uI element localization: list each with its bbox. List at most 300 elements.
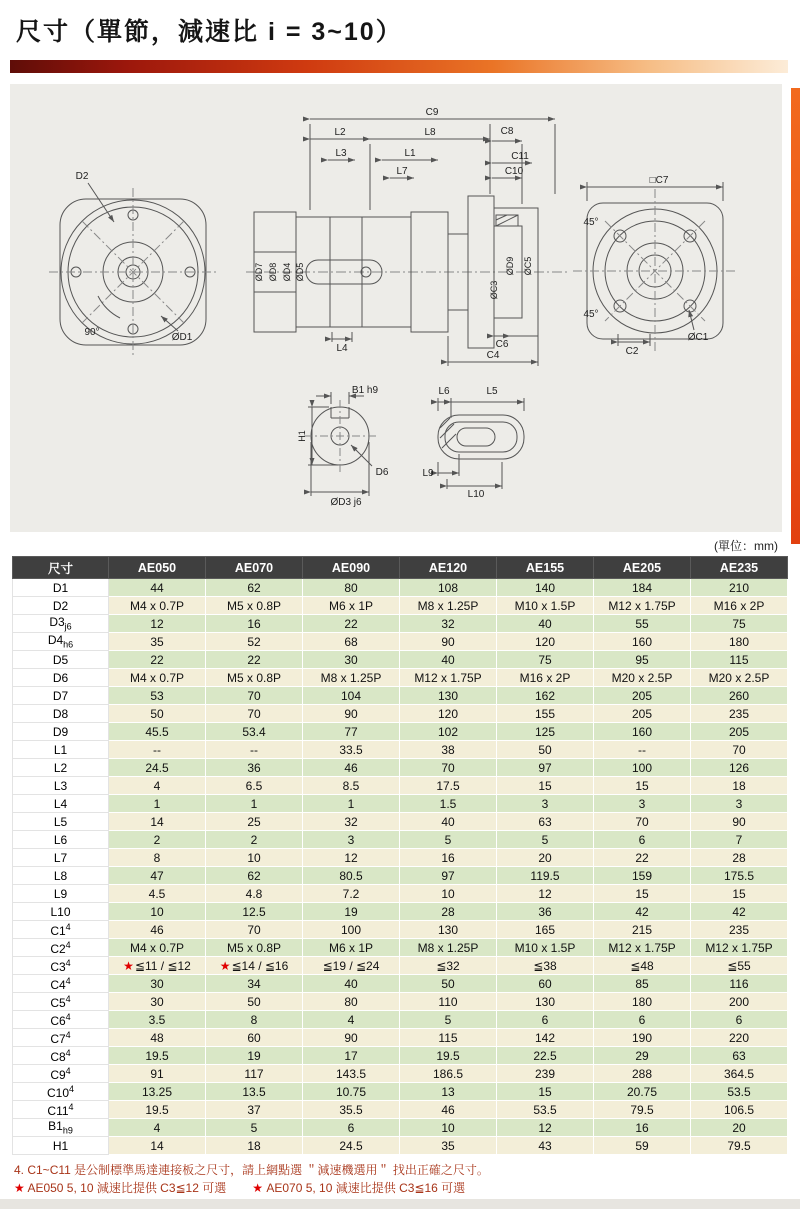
table-cell: 50 <box>400 975 497 993</box>
table-cell: 80 <box>303 993 400 1011</box>
row-label: H1 <box>13 1137 109 1155</box>
drawing-label: L7 <box>396 166 408 177</box>
drawing-panel <box>10 84 782 532</box>
table-cell: 160 <box>594 723 691 741</box>
table-cell: M16 x 2P <box>497 669 594 687</box>
table-cell: M5 x 0.8P <box>206 669 303 687</box>
drawing-label: C8 <box>500 126 514 137</box>
table-cell: 68 <box>303 633 400 651</box>
table-row <box>13 903 788 921</box>
table-cell: 17 <box>303 1047 400 1065</box>
table-row <box>13 867 788 885</box>
table-cell: 19 <box>206 1047 303 1065</box>
table-row <box>13 921 788 939</box>
table-cell: 19.5 <box>109 1047 206 1065</box>
table-cell: 28 <box>400 903 497 921</box>
table-cell: 10 <box>206 849 303 867</box>
table-row <box>13 831 788 849</box>
star-icon: ★ <box>219 958 231 973</box>
drawing-label: C10 <box>504 166 524 177</box>
star-icon: ★ <box>123 958 134 973</box>
table-cell: 6 <box>691 1011 788 1029</box>
table-cell: 5 <box>206 1119 303 1137</box>
table-cell: 70 <box>206 705 303 723</box>
row-label: L5 <box>13 813 109 831</box>
table-cell: 8 <box>206 1011 303 1029</box>
table-cell: 30 <box>109 993 206 1011</box>
column-header-model: AE235 <box>691 557 788 579</box>
column-header-model: AE120 <box>400 557 497 579</box>
drawing-label: 45° <box>583 217 599 228</box>
table-cell: -- <box>594 741 691 759</box>
table-cell: 2 <box>206 831 303 849</box>
table-row <box>13 1065 788 1083</box>
table-cell: M5 x 0.8P <box>206 939 303 957</box>
table-cell: 4 <box>303 1011 400 1029</box>
table-cell: 12.5 <box>206 903 303 921</box>
row-label: $D3_{j6}$ <box>13 615 109 633</box>
table-cell: 53.5 <box>691 1083 788 1101</box>
column-header-model: AE050 <box>109 557 206 579</box>
table-cell: ≦48 <box>594 957 691 975</box>
table-row <box>13 759 788 777</box>
table-cell: 165 <box>497 921 594 939</box>
drawing-label: ØD5 <box>295 262 305 282</box>
table-cell: 186.5 <box>400 1065 497 1083</box>
table-cell: 42 <box>691 903 788 921</box>
table-cell: 190 <box>594 1029 691 1047</box>
table-cell: 159 <box>594 867 691 885</box>
table-cell: 24.5 <box>303 1137 400 1155</box>
table-cell: 110 <box>400 993 497 1011</box>
table-cell: 155 <box>497 705 594 723</box>
table-cell: 90 <box>303 705 400 723</box>
drawing-label: L5 <box>486 386 498 397</box>
table-cell: M12 x 1.75P <box>400 669 497 687</box>
table-cell: 79.5 <box>594 1101 691 1119</box>
table-cell: 62 <box>206 579 303 597</box>
footnote-2a: AE050 5, 10 減速比提供 C3≦12 可選 <box>24 1181 227 1195</box>
table-cell: 180 <box>594 993 691 1011</box>
table-cell: 15 <box>497 777 594 795</box>
table-cell: 119.5 <box>497 867 594 885</box>
table-cell: 70 <box>594 813 691 831</box>
table-cell: 15 <box>594 777 691 795</box>
row-label: D2 <box>13 597 109 615</box>
table-cell: 46 <box>303 759 400 777</box>
table-cell: 104 <box>303 687 400 705</box>
table-cell: 205 <box>594 687 691 705</box>
footnote-2b: AE070 5, 10 減速比提供 C3≦16 可選 <box>263 1181 466 1195</box>
row-label: L8 <box>13 867 109 885</box>
drawing-label: ØD8 <box>268 262 278 282</box>
star-icon: ★ <box>14 1181 25 1195</box>
table-cell: 16 <box>594 1119 691 1137</box>
table-cell: 43 <box>497 1137 594 1155</box>
table-row <box>13 1029 788 1047</box>
row-label: L2 <box>13 759 109 777</box>
table-cell: 53 <box>109 687 206 705</box>
table-cell: 6.5 <box>206 777 303 795</box>
row-label: $C5^4$ <box>13 993 109 1011</box>
drawing-label: ØD9 <box>505 256 515 276</box>
table-cell: 7.2 <box>303 885 400 903</box>
table-cell: 95 <box>594 651 691 669</box>
table-cell: 35 <box>400 1137 497 1155</box>
table-cell: M8 x 1.25P <box>400 597 497 615</box>
table-cell: 36 <box>497 903 594 921</box>
table-cell: 22 <box>594 849 691 867</box>
table-cell: 91 <box>109 1065 206 1083</box>
table-cell: 115 <box>691 651 788 669</box>
table-cell: 120 <box>497 633 594 651</box>
table-cell: 60 <box>206 1029 303 1047</box>
table-cell: 37 <box>206 1101 303 1119</box>
table-row <box>13 705 788 723</box>
table-cell: 4 <box>109 777 206 795</box>
table-cell: 20 <box>691 1119 788 1137</box>
drawing-label: L8 <box>424 127 436 138</box>
table-cell: 38 <box>400 741 497 759</box>
table-cell: 1 <box>206 795 303 813</box>
table-cell: 364.5 <box>691 1065 788 1083</box>
table-cell: 10 <box>109 903 206 921</box>
table-cell: 19.5 <box>109 1101 206 1119</box>
table-cell: 115 <box>400 1029 497 1047</box>
rear-view <box>573 182 737 353</box>
table-cell: 70 <box>206 921 303 939</box>
table-cell: 5 <box>400 831 497 849</box>
drawing-label: L6 <box>438 386 450 397</box>
table-cell: 10 <box>400 885 497 903</box>
row-label: $C2^4$ <box>13 939 109 957</box>
table-cell: 30 <box>109 975 206 993</box>
column-header-model: AE070 <box>206 557 303 579</box>
table-row <box>13 723 788 741</box>
table-cell: -- <box>109 741 206 759</box>
column-header-model: AE090 <box>303 557 400 579</box>
table-cell: 45.5 <box>109 723 206 741</box>
table-cell: M20 x 2.5P <box>691 669 788 687</box>
table-cell: 53.5 <box>497 1101 594 1119</box>
table-cell: 14 <box>109 1137 206 1155</box>
table-cell: 120 <box>400 705 497 723</box>
table-cell: 46 <box>109 921 206 939</box>
table-cell: 50 <box>206 993 303 1011</box>
table-row <box>13 741 788 759</box>
table-row <box>13 615 788 633</box>
table-cell: 3 <box>691 795 788 813</box>
column-header-dim: 尺寸 <box>13 557 109 579</box>
shaft-section-view <box>304 392 376 496</box>
table-cell: 184 <box>594 579 691 597</box>
table-cell: 40 <box>497 615 594 633</box>
table-cell: 80 <box>303 579 400 597</box>
row-label: $C7^4$ <box>13 1029 109 1047</box>
table-cell: 6 <box>497 1011 594 1029</box>
table-row <box>13 795 788 813</box>
table-cell: -- <box>206 741 303 759</box>
drawing-label: ØD7 <box>254 262 264 282</box>
table-cell: 14 <box>109 813 206 831</box>
table-cell: 35 <box>109 633 206 651</box>
table-cell: 8 <box>109 849 206 867</box>
table-cell: 80.5 <box>303 867 400 885</box>
table-cell: 3 <box>497 795 594 813</box>
table-cell: 44 <box>109 579 206 597</box>
table-cell: 35.5 <box>303 1101 400 1119</box>
table-cell: 130 <box>497 993 594 1011</box>
table-cell: 79.5 <box>691 1137 788 1155</box>
table-cell: 10.75 <box>303 1083 400 1101</box>
table-cell: 20 <box>497 849 594 867</box>
table-cell: 60 <box>497 975 594 993</box>
row-label: L10 <box>13 903 109 921</box>
table-cell: 180 <box>691 633 788 651</box>
table-cell: ★≦11 / ≦12 <box>109 957 206 975</box>
table-cell: 4 <box>109 1119 206 1137</box>
table-cell: 63 <box>497 813 594 831</box>
table-cell: 22 <box>303 615 400 633</box>
table-cell: ★≦14 / ≦16 <box>206 957 303 975</box>
table-row <box>13 597 788 615</box>
table-cell: 108 <box>400 579 497 597</box>
table-cell: M6 x 1P <box>303 939 400 957</box>
row-label: $C10^4$ <box>13 1083 109 1101</box>
table-row <box>13 1047 788 1065</box>
table-cell: 50 <box>109 705 206 723</box>
row-label: $C11^4$ <box>13 1101 109 1119</box>
table-cell: 62 <box>206 867 303 885</box>
table-cell: 3.5 <box>109 1011 206 1029</box>
table-cell: 125 <box>497 723 594 741</box>
table-cell: 48 <box>109 1029 206 1047</box>
row-label: L7 <box>13 849 109 867</box>
drawing-label: L1 <box>404 148 416 159</box>
table-cell: 22.5 <box>497 1047 594 1065</box>
table-row <box>13 885 788 903</box>
table-cell: 70 <box>691 741 788 759</box>
footnotes <box>14 1161 800 1197</box>
table-cell: 28 <box>691 849 788 867</box>
table-cell: 6 <box>303 1119 400 1137</box>
row-label: L1 <box>13 741 109 759</box>
table-cell: 18 <box>206 1137 303 1155</box>
table-cell: 142 <box>497 1029 594 1047</box>
table-cell: M8 x 1.25P <box>303 669 400 687</box>
table-cell: ≦32 <box>400 957 497 975</box>
star-icon: ★ <box>252 1181 264 1195</box>
table-cell: 12 <box>497 885 594 903</box>
table-cell: 20.75 <box>594 1083 691 1101</box>
drawing-label: L4 <box>336 343 348 354</box>
table-cell: 47 <box>109 867 206 885</box>
table-row <box>13 849 788 867</box>
drawing-label: D2 <box>75 171 89 182</box>
row-label: L9 <box>13 885 109 903</box>
row-label: D6 <box>13 669 109 687</box>
table-row <box>13 957 788 975</box>
table-cell: 205 <box>594 705 691 723</box>
table-cell: 55 <box>594 615 691 633</box>
row-label: L4 <box>13 795 109 813</box>
table-cell: 5 <box>400 1011 497 1029</box>
row-label: $C9^4$ <box>13 1065 109 1083</box>
technical-drawing <box>10 84 782 532</box>
table-cell: 33.5 <box>303 741 400 759</box>
table-cell: 5 <box>497 831 594 849</box>
table-cell: 215 <box>594 921 691 939</box>
table-cell: 34 <box>206 975 303 993</box>
table-cell: 85 <box>594 975 691 993</box>
table-cell: M12 x 1.75P <box>691 939 788 957</box>
table-cell: 235 <box>691 705 788 723</box>
table-cell: 1.5 <box>400 795 497 813</box>
table-cell: 70 <box>206 687 303 705</box>
key-detail-view <box>438 398 524 489</box>
table-cell: 53.4 <box>206 723 303 741</box>
drawing-label: ØC3 <box>489 280 499 300</box>
row-label: $C1^4$ <box>13 921 109 939</box>
table-cell: 29 <box>594 1047 691 1065</box>
table-cell: 13.5 <box>206 1083 303 1101</box>
dimension-table <box>12 556 788 1155</box>
table-cell: 36 <box>206 759 303 777</box>
table-cell: 40 <box>303 975 400 993</box>
drawing-label: L9 <box>422 468 434 479</box>
table-cell: M4 x 0.7P <box>109 939 206 957</box>
table-cell: 15 <box>691 885 788 903</box>
table-cell: 77 <box>303 723 400 741</box>
drawing-label: 45° <box>583 309 599 320</box>
drawing-label: 90° <box>84 327 100 338</box>
table-cell: 130 <box>400 687 497 705</box>
table-cell: 30 <box>303 651 400 669</box>
row-label: D7 <box>13 687 109 705</box>
table-cell: 32 <box>303 813 400 831</box>
drawing-label: C6 <box>495 339 509 350</box>
table-cell: 63 <box>691 1047 788 1065</box>
table-cell: 126 <box>691 759 788 777</box>
table-row <box>13 633 788 651</box>
table-row <box>13 993 788 1011</box>
drawing-label: □C7 <box>649 175 669 186</box>
drawing-label: C2 <box>625 346 639 357</box>
row-label: L6 <box>13 831 109 849</box>
table-cell: 175.5 <box>691 867 788 885</box>
table-cell: 205 <box>691 723 788 741</box>
table-cell: 75 <box>691 615 788 633</box>
table-cell: 162 <box>497 687 594 705</box>
table-cell: ≦55 <box>691 957 788 975</box>
right-edge-stripe <box>791 88 800 544</box>
front-view <box>49 183 217 356</box>
table-cell: 140 <box>497 579 594 597</box>
table-row <box>13 1119 788 1137</box>
table-cell: 160 <box>594 633 691 651</box>
table-cell: 16 <box>206 615 303 633</box>
table-row <box>13 1011 788 1029</box>
table-cell: M16 x 2P <box>691 597 788 615</box>
table-cell: 19.5 <box>400 1047 497 1065</box>
table-row <box>13 975 788 993</box>
table-cell: 210 <box>691 579 788 597</box>
table-cell: M12 x 1.75P <box>594 939 691 957</box>
table-cell: 1 <box>303 795 400 813</box>
table-cell: 40 <box>400 813 497 831</box>
bottom-edge-strip <box>0 1199 800 1209</box>
table-cell: 7 <box>691 831 788 849</box>
row-label: $C8^4$ <box>13 1047 109 1065</box>
table-cell: 6 <box>594 831 691 849</box>
table-cell: 220 <box>691 1029 788 1047</box>
table-cell: M6 x 1P <box>303 597 400 615</box>
table-cell: 100 <box>303 921 400 939</box>
table-cell: 50 <box>497 741 594 759</box>
drawing-label: ØD3 j6 <box>330 497 362 508</box>
drawing-label: C11 <box>511 151 529 162</box>
table-cell: 97 <box>497 759 594 777</box>
table-cell: 90 <box>400 633 497 651</box>
table-cell: 143.5 <box>303 1065 400 1083</box>
table-cell: 12 <box>109 615 206 633</box>
table-cell: 100 <box>594 759 691 777</box>
footnote-2 <box>14 1179 800 1197</box>
table-cell: 90 <box>303 1029 400 1047</box>
row-label: $C3^4$ <box>13 957 109 975</box>
table-cell: 19 <box>303 903 400 921</box>
table-cell: 116 <box>691 975 788 993</box>
row-label: $C4^4$ <box>13 975 109 993</box>
table-cell: 32 <box>400 615 497 633</box>
row-label: D1 <box>13 579 109 597</box>
table-row <box>13 687 788 705</box>
table-cell: M5 x 0.8P <box>206 597 303 615</box>
table-cell: M4 x 0.7P <box>109 597 206 615</box>
table-row <box>13 1101 788 1119</box>
table-cell: 106.5 <box>691 1101 788 1119</box>
table-cell: 10 <box>400 1119 497 1137</box>
row-label: $B1_{h9}$ <box>13 1119 109 1137</box>
table-cell: 117 <box>206 1065 303 1083</box>
table-cell: 24.5 <box>109 759 206 777</box>
table-cell: 200 <box>691 993 788 1011</box>
table-row <box>13 1083 788 1101</box>
table-cell: 6 <box>594 1011 691 1029</box>
table-row <box>13 777 788 795</box>
drawing-label: D6 <box>375 467 389 478</box>
table-cell: M8 x 1.25P <box>400 939 497 957</box>
row-label: D9 <box>13 723 109 741</box>
column-header-model: AE205 <box>594 557 691 579</box>
drawing-label: ØC5 <box>523 256 533 276</box>
table-cell: 3 <box>594 795 691 813</box>
drawing-label: L10 <box>467 489 485 500</box>
table-cell: 239 <box>497 1065 594 1083</box>
unit-note: (單位：mm) <box>714 539 778 553</box>
table-cell: 15 <box>497 1083 594 1101</box>
table-cell: 70 <box>400 759 497 777</box>
drawing-label: ØD4 <box>282 262 292 282</box>
table-cell: 52 <box>206 633 303 651</box>
table-cell: 4.5 <box>109 885 206 903</box>
table-cell: 12 <box>497 1119 594 1137</box>
table-cell: 40 <box>400 651 497 669</box>
page-title: 尺寸（單節，減速比 i = 3~10） <box>16 18 403 46</box>
table-cell: 102 <box>400 723 497 741</box>
table-cell: 130 <box>400 921 497 939</box>
table-cell: 42 <box>594 903 691 921</box>
